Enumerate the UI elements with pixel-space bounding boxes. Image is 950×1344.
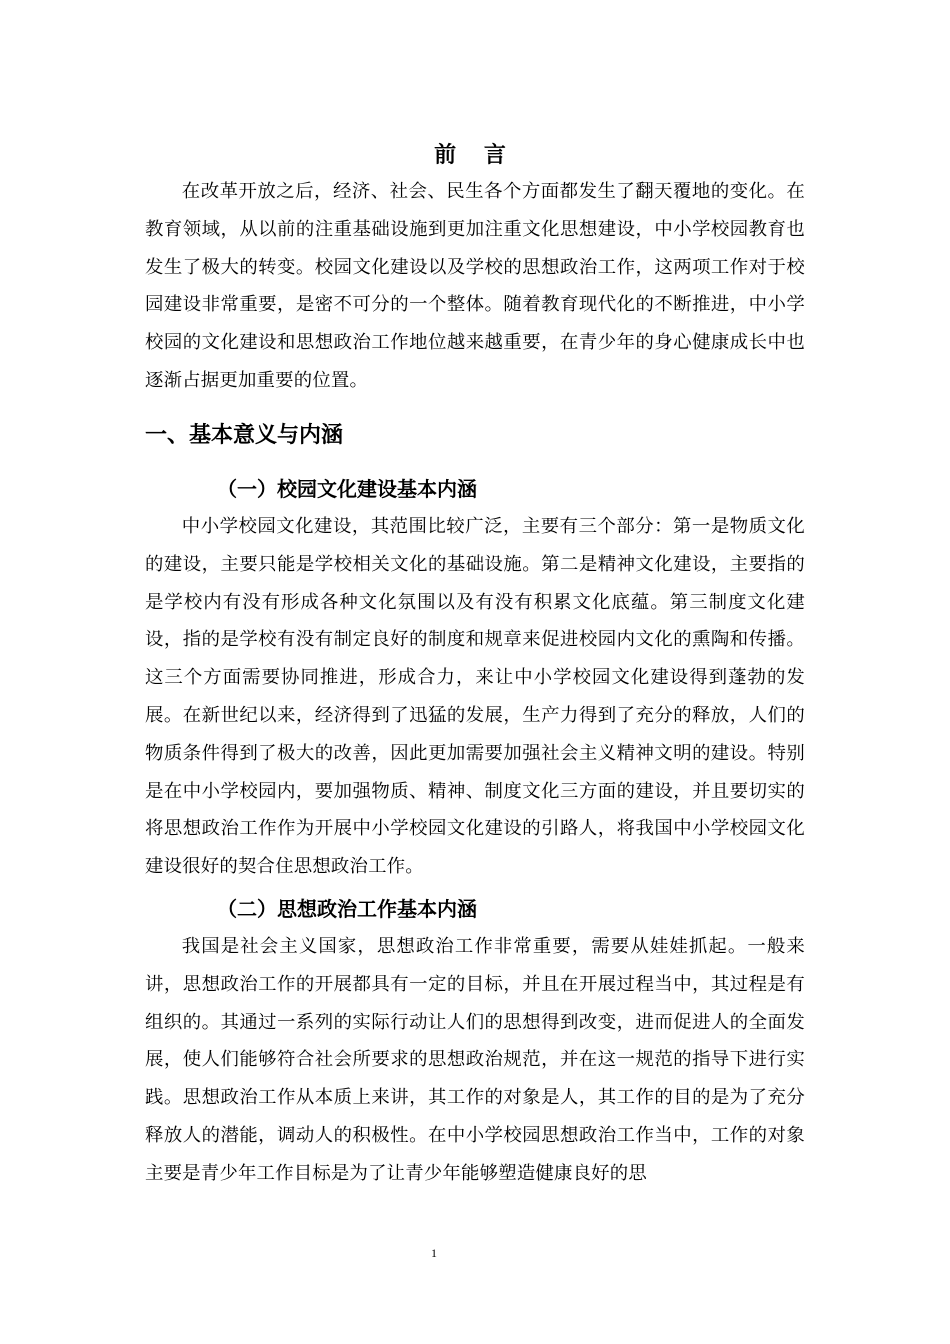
subsection-heading-political-work: （二）思想政治工作基本内涵 — [217, 897, 477, 921]
campus-culture-paragraph: 中小学校园文化建设，其范围比较广泛，主要有三个部分：第一是物质文化的建设，主要只能是学校相关文化的基础设施。第二是精神文化建设，主要指的是学校内有没有形成各种文化氛围以及有没有积累文化底蕴。第三制度文化建设，指的是学校有没有制定良好的制度和规章来促进校园内文化的熏陶和传播。这三个方面需要协同推进，形成合力，来让中小学校园文化建设得到蓬勃的发展。在新世纪以来，经济得到了迅猛的发展，生产力得到了充分的释放，人们的物质条件得到了极大的改善，因此更加需要加强社会主义精神文明的建设。特别是在中小学校园内，要加强物质、精神、制度文化三方面的建设，并且要切实的将思想政治工作作为开展中小学校园文化建设的引路人，将我国中小学校园文化建设很好的契合住思想政治工作。 — [145, 516, 805, 878]
political-work-paragraph: 我国是社会主义国家，思想政治工作非常重要，需要从娃娃抓起。一般来讲，思想政治工作的开展都具有一定的目标，并且在开展过程当中，其过程是有组织的。其通过一系列的实际行动让人们的思想得到改变，进而促进人的全面发展，使人们能够符合社会所要求的思想政治规范，并在这一规范的指导下进行实践。思想政治工作从本质上来讲，其工作的对象是人，其工作的目的是为了充分释放人的潜能，调动人的积极性。在中小学校园思想政治工作当中，工作的对象主要是青少年工作目标是为了让青少年能够塑造健康良好的思 — [145, 936, 805, 1184]
section-heading-basic-meaning: 一、基本意义与内涵 — [145, 423, 344, 448]
intro-paragraph: 在改革开放之后，经济、社会、民生各个方面都发生了翻天覆地的变化。在教育领域，从以前的注重基础设施到更加注重文化思想建设，中小学校园教育也发生了极大的转变。校园文化建设以及学校的思想政治工作，这两项工作对于校园建设非常重要，是密不可分的一个整体。随着教育现代化的不断推进，中小学校园的文化建设和思想政治工作地位越来越重要，在青少年的身心健康成长中也逐渐占据更加重要的位置。 — [145, 181, 805, 391]
document-title: 前 言 — [434, 142, 516, 168]
subsection-heading-campus-culture: （一）校园文化建设基本内涵 — [217, 477, 477, 501]
document-page — [145, 0, 805, 1344]
page-number: 1 — [431, 1246, 437, 1260]
